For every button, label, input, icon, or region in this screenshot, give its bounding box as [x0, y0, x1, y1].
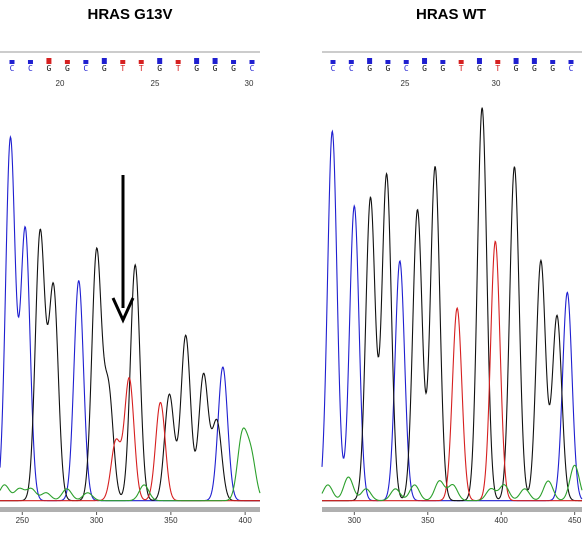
base-call: G [367, 64, 373, 73]
x-axis-bar-left [0, 507, 260, 512]
base-call: G [194, 64, 200, 73]
base-call: C [249, 64, 255, 73]
x-tick-label: 300 [89, 516, 104, 525]
base-call: C [28, 64, 33, 73]
base-call: T [120, 64, 126, 73]
base-position-label: 20 [55, 79, 65, 88]
x-tick-label: 450 [567, 516, 582, 525]
x-tick-label: 250 [15, 516, 29, 525]
x-tick-label: 350 [421, 516, 435, 525]
base-call: G [212, 64, 218, 73]
trace-a-left [0, 428, 260, 501]
base-call: G [422, 64, 427, 73]
base-call: T [138, 64, 144, 73]
base-call: C [330, 64, 336, 73]
x-tick-label: 400 [238, 516, 252, 525]
base-call: G [513, 64, 519, 73]
base-call: G [46, 64, 52, 73]
trace-c-right [322, 131, 582, 500]
chart-title-left: HRAS G13V [87, 6, 173, 23]
base-call: G [157, 64, 163, 73]
x-tick-label: 300 [347, 516, 361, 525]
trace-g-left [0, 229, 260, 500]
base-call: C [83, 64, 89, 73]
base-call: G [550, 64, 556, 73]
x-tick-label: 400 [494, 516, 508, 525]
base-position-label: 30 [491, 79, 501, 88]
base-call: C [568, 64, 574, 73]
base-call: G [101, 64, 107, 73]
base-call: G [477, 64, 482, 73]
base-call: T [175, 64, 181, 73]
base-call: C [348, 64, 354, 73]
base-call: G [531, 64, 537, 73]
base-call: G [385, 64, 391, 73]
base-position-label: 25 [400, 79, 410, 88]
base-call: G [231, 64, 236, 73]
base-position-label: 25 [150, 79, 160, 88]
base-position-label: 30 [244, 79, 254, 88]
base-call: G [64, 64, 70, 73]
x-axis-bar-right [322, 507, 582, 512]
base-call: T [458, 64, 464, 73]
trace-a-right [322, 465, 582, 500]
base-call: C [9, 64, 15, 73]
x-tick-label: 350 [164, 516, 178, 525]
trace-g-right [322, 108, 582, 501]
base-call: G [440, 64, 446, 73]
base-call: T [495, 64, 501, 73]
base-call: C [403, 64, 409, 73]
chart-title-right: HRAS WT [416, 6, 486, 23]
trace-t-left [0, 378, 260, 501]
